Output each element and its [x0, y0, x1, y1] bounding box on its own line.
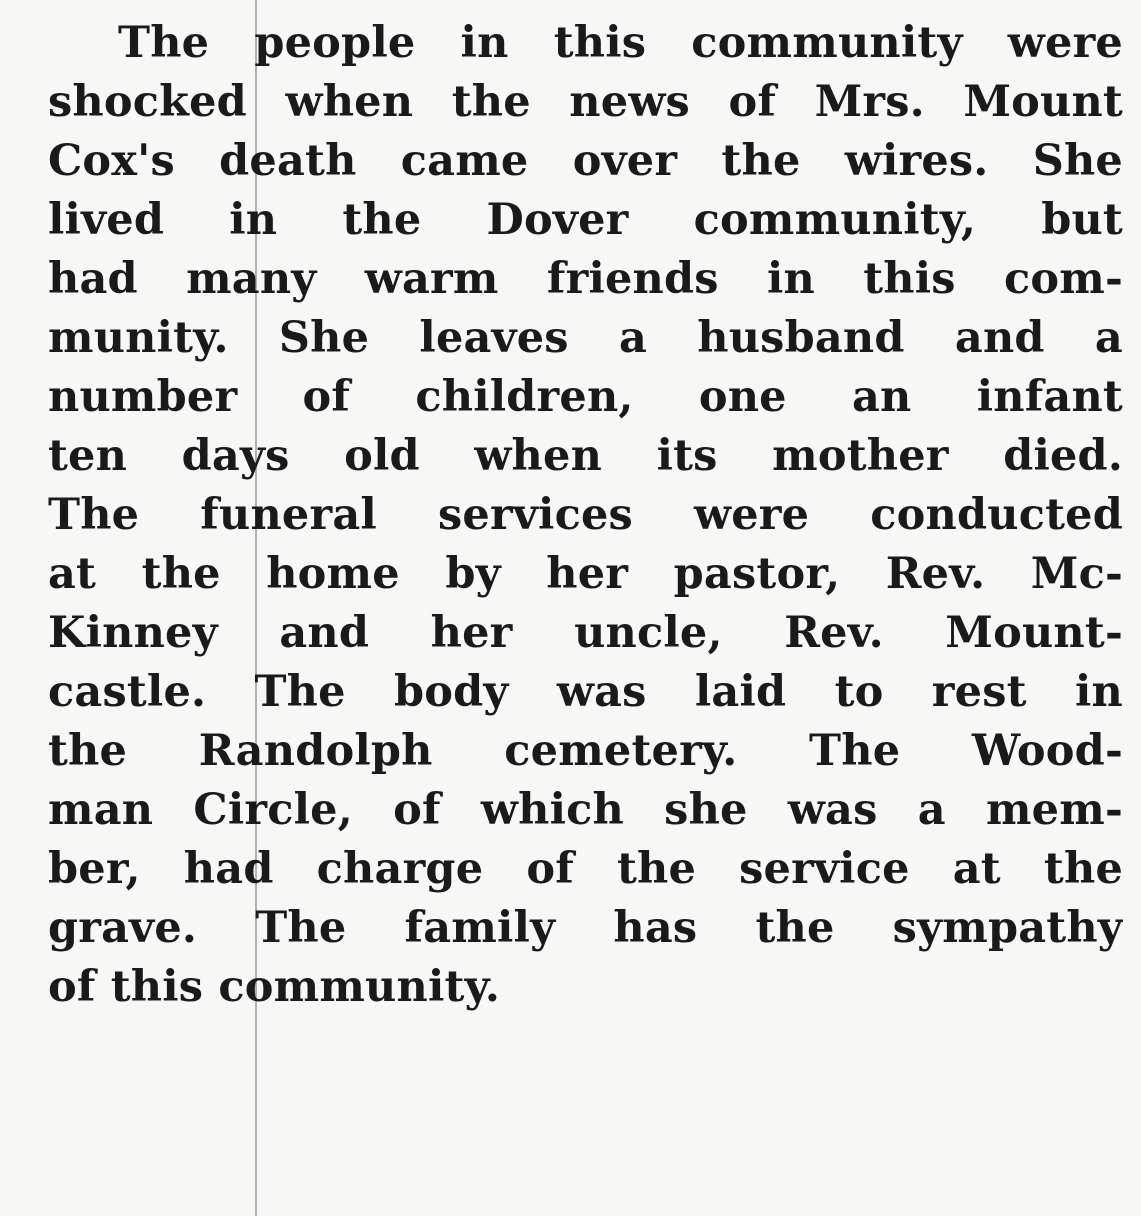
article-line: The people in this community were	[118, 18, 1123, 68]
article-line: munity. She leaves a husband and a	[48, 313, 1123, 363]
article-line: shocked when the news of Mrs. Mount	[48, 77, 1123, 127]
article-line: Kinney and her uncle, Rev. Mount-	[48, 608, 1123, 658]
article-line: castle. The body was laid to rest in	[48, 667, 1123, 717]
article-line: had many warm friends in this com-	[48, 254, 1123, 304]
article-line: The funeral services were conducted	[48, 490, 1123, 540]
article-line: lived in the Dover community, but	[48, 195, 1123, 245]
article-line: grave. The family has the sympathy	[48, 903, 1123, 953]
article-line: Cox's death came over the wires. She	[48, 136, 1123, 186]
article-line: the Randolph cemetery. The Wood-	[48, 726, 1123, 776]
article-line: number of children, one an infant	[48, 372, 1123, 422]
article-line: man Circle, of which she was a mem-	[48, 785, 1123, 835]
article-body	[48, 14, 1123, 1017]
article-line: at the home by her pastor, Rev. Mc-	[48, 549, 1123, 599]
article-line: ber, had charge of the service at the	[48, 844, 1123, 894]
article-line: ten days old when its mother died.	[48, 431, 1123, 481]
article-line: of this community.	[48, 962, 500, 1012]
